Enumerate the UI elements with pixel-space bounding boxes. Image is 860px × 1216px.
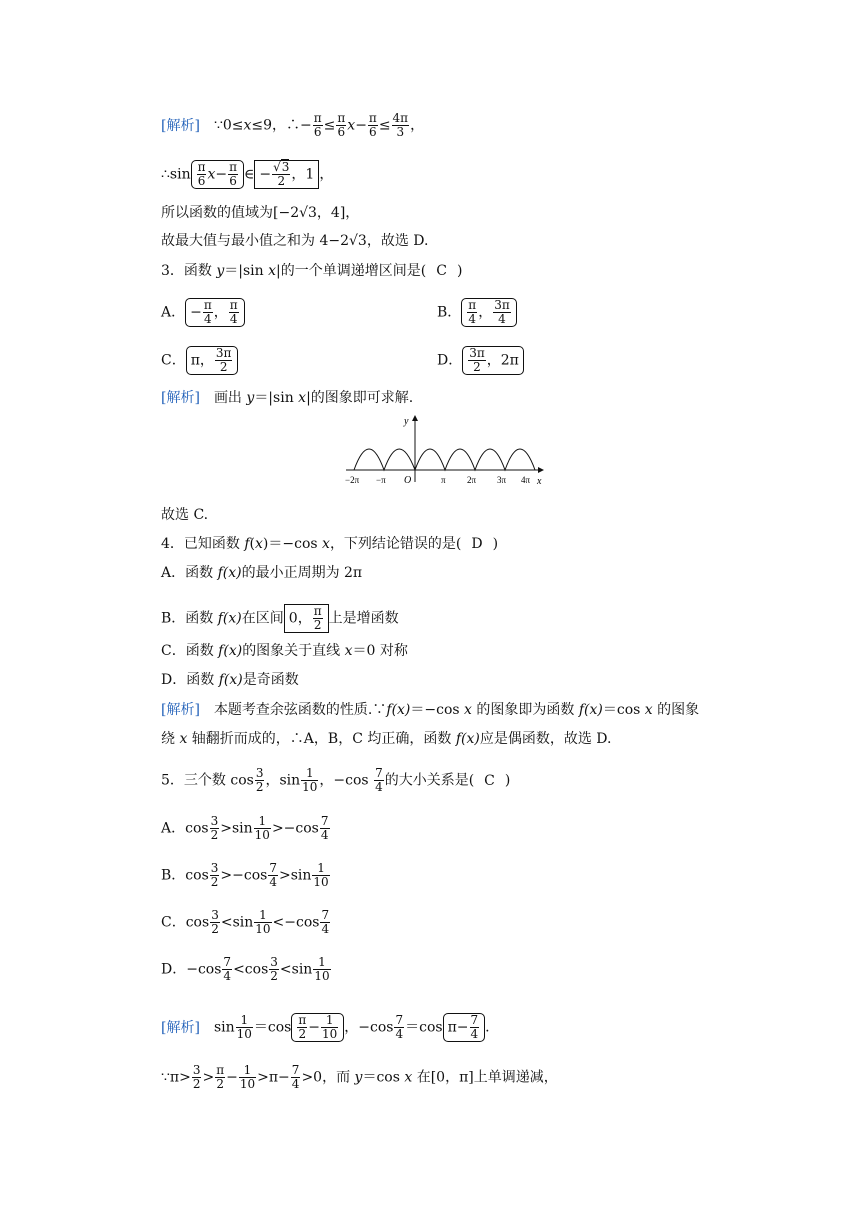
q4-analysis-line1: [解析] 本题考查余弦函数的性质.∵f(x)＝−cos x 的图象即为函数 f(x)＝cos x 的图象 xyxy=(161,702,700,718)
q3-analysis: [解析] 画出 y＝|sin x|的图象即可求解. xyxy=(161,390,414,406)
analysis-tag: [解析] xyxy=(161,1019,200,1036)
q5-analysis: [解析] sin $\frac{1}{10}$ ＝cos $\frac{\pi}{2}$ − $\frac{1}{10}$ ，−cos $\frac{7}{4}$ ＝cos π− $\frac{7}{4}$ . xyxy=(161,1013,490,1041)
q3-conclusion: 故选 C. xyxy=(161,507,209,523)
y-axis-label: y xyxy=(404,416,409,427)
q3-option-a: A． − $\frac{\pi}{4}$ ， $\frac{\pi}{4}$ xyxy=(161,298,245,327)
q3-option-c: C． π， $\frac{3\pi}{2}$ xyxy=(161,346,238,375)
abs-sin-graph xyxy=(340,410,550,490)
q3-option-d: D． $\frac{3\pi}{2}$ ，2π xyxy=(437,346,524,375)
curve xyxy=(354,449,535,470)
q5-analysis-line2: ∵π> $\frac{3}{2}$ > $\frac{\pi}{2}$ − $\frac{1}{10}$ >π− $\frac{7}{4}$ >0，而 y＝cos x 在[0，π]上单调递减， xyxy=(161,1063,558,1091)
fraction: $\frac{4\pi}{3}$ xyxy=(392,111,409,139)
q4-analysis-line2: 绕 x 轴翻折而成的，∴A，B，C 均正确，函数 f(x)应是偶函数，故选 D. xyxy=(161,731,612,747)
q4-option-b: B．函数 f(x)在区间 0， $\frac{\pi}{2}$ 上是增函数 xyxy=(161,604,399,632)
q5-option-c: C．cos $\frac{3}{2}$ <sin $\frac{1}{10}$ <−cos $\frac{7}{4}$ xyxy=(161,908,330,936)
fraction: $\frac{\pi}{6}$ xyxy=(313,111,322,139)
analysis-tag: [解析] xyxy=(161,390,200,406)
q4-option-d: D．函数 f(x)是奇函数 xyxy=(161,672,299,688)
tick-label: −π xyxy=(376,475,386,485)
answer-blank: C xyxy=(436,263,447,279)
sol2-line4: 故最大值与最小值之和为 4−2√3，故选 D. xyxy=(161,233,429,249)
tick-label: −2π xyxy=(345,475,360,485)
fraction: $\frac{\pi}{6}$ xyxy=(368,111,377,139)
q4-option-a: A．函数 f(x)的最小正周期为 2π xyxy=(161,565,363,581)
bracket-group: − $\frac{√3}{2}$ ，1 xyxy=(254,160,319,189)
q3-stem: 3．函数 y＝|sin x|的一个单调递增区间是( C ) xyxy=(161,263,463,279)
answer-blank: C xyxy=(484,772,495,789)
answer-blank: D xyxy=(471,536,483,552)
sol2-line2: ∴sin $\frac{\pi}{6}$ x− $\frac{\pi}{6}$ ∈ − $\frac{√3}{2}$ ，1 ， xyxy=(161,160,334,188)
tick-label: π xyxy=(441,475,446,485)
q5-option-a: A．cos $\frac{3}{2}$ >sin $\frac{1}{10}$ >−cos $\frac{7}{4}$ xyxy=(161,814,329,842)
tick-label: 3π xyxy=(497,475,507,485)
q3-option-b: B． $\frac{\pi}{4}$ ， $\frac{3\pi}{4}$ xyxy=(437,298,517,327)
origin-label: O xyxy=(404,475,412,486)
analysis-tag: [解析] xyxy=(161,702,200,718)
tick-label: 2π xyxy=(467,475,477,485)
q5-option-d: D．−cos $\frac{7}{4}$ <cos $\frac{3}{2}$ <sin $\frac{1}{10}$ xyxy=(161,955,330,983)
paren-group: $\frac{\pi}{6}$ x− $\frac{\pi}{6}$ xyxy=(191,160,244,189)
analysis-tag: [解析] xyxy=(161,117,200,134)
q4-option-c: C．函数 f(x)的图象关于直线 x＝0 对称 xyxy=(161,643,408,659)
tick-label: 4π xyxy=(521,475,531,485)
q5-stem: 5．三个数 cos $\frac{3}{2}$ ，sin $\frac{1}{10}$ ，−cos $\frac{7}{4}$ 的大小关系是( C ) xyxy=(161,766,511,794)
sol2-line1: [解析] ∵0≤x≤9，∴− $\frac{\pi}{6}$ ≤ $\frac{\pi}{6}$ x− $\frac{\pi}{6}$ ≤ $\frac{4\pi}{3}$ ， xyxy=(161,111,425,139)
x-axis-label: x xyxy=(537,476,542,487)
q4-stem: 4．已知函数 f(x)＝−cos x，下列结论错误的是( D ) xyxy=(161,536,499,552)
q5-option-b: B．cos $\frac{3}{2}$ >−cos $\frac{7}{4}$ >sin $\frac{1}{10}$ xyxy=(161,861,329,889)
fraction: $\frac{\pi}{6}$ xyxy=(337,111,346,139)
sol2-line3: 所以函数的值域为[−2√3，4]， xyxy=(161,205,360,221)
